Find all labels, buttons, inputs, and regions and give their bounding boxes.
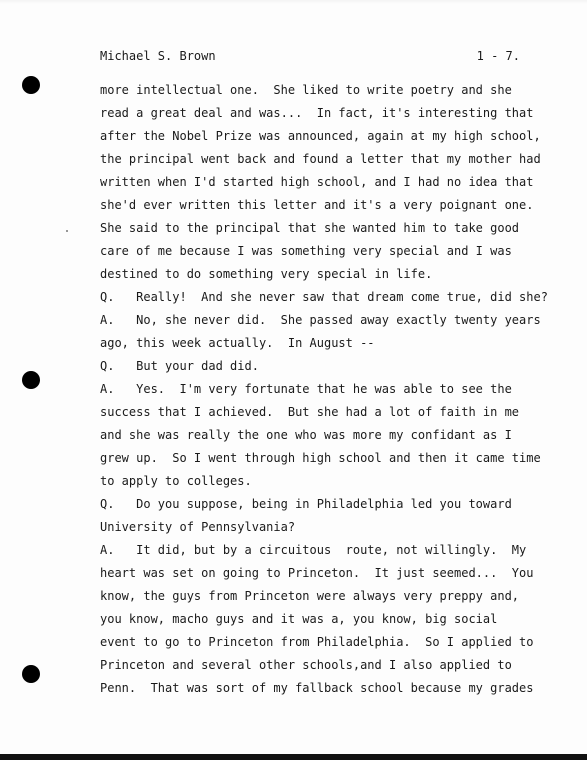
question-line: Q. But your dad did.	[100, 359, 259, 373]
punch-hole-top	[22, 76, 40, 94]
text-line: She said to the principal that she wanted him to take good	[100, 221, 520, 235]
interviewee-name: Michael S. Brown	[100, 49, 216, 63]
text-line: Princeton and several other schools,and I also applied to	[100, 658, 512, 672]
text-line: the principal went back and found a letter that my mother had	[100, 152, 541, 166]
text-line: care of me because I was something very special and I was	[100, 244, 512, 258]
transcript-body	[100, 79, 548, 700]
text-line: destined to do something very special in life.	[100, 267, 433, 281]
scan-top-edge	[0, 0, 587, 4]
punch-hole-bottom	[22, 665, 40, 683]
punch-hole-middle	[22, 371, 40, 389]
text-line: more intellectual one. She liked to write poetry and she	[100, 83, 512, 97]
question-line: Q. Really! And she never saw that dream come true, did she?	[100, 290, 548, 304]
text-line: to apply to colleges.	[100, 474, 252, 488]
answer-line: A. No, she never did. She passed away exactly twenty years	[100, 313, 541, 327]
text-line: grew up. So I went through high school and then it came time	[100, 451, 541, 465]
text-line: and she was really the one who was more my confidant as I	[100, 428, 512, 442]
answer-line: A. Yes. I'm very fortunate that he was able to see the	[100, 382, 512, 396]
text-line: Penn. That was sort of my fallback school because my grades	[100, 681, 534, 695]
scan-speck	[66, 230, 68, 232]
text-line: after the Nobel Prize was announced, again at my high school,	[100, 129, 541, 143]
text-line: University of Pennsylvania?	[100, 520, 296, 534]
text-line: ago, this week actually. In August --	[100, 336, 375, 350]
text-line: she'd ever written this letter and it's a very poignant one.	[100, 198, 534, 212]
text-line: know, the guys from Princeton were always very preppy and,	[100, 589, 520, 603]
text-line: read a great deal and was... In fact, it's interesting that	[100, 106, 534, 120]
text-line: heart was set on going to Princeton. It just seemed... You	[100, 566, 534, 580]
scan-bottom-edge	[0, 754, 587, 760]
text-line: you know, macho guys and it was a, you know, big social	[100, 612, 498, 626]
page-number: 1 - 7.	[476, 49, 520, 63]
text-line: written when I'd started high school, and I had no idea that	[100, 175, 534, 189]
text-line: success that I achieved. But she had a lot of faith in me	[100, 405, 520, 419]
text-line: event to go to Princeton from Philadelphia. So I applied to	[100, 635, 534, 649]
answer-line: A. It did, but by a circuitous route, not willingly. My	[100, 543, 527, 557]
question-line: Q. Do you suppose, being in Philadelphia led you toward	[100, 497, 512, 511]
